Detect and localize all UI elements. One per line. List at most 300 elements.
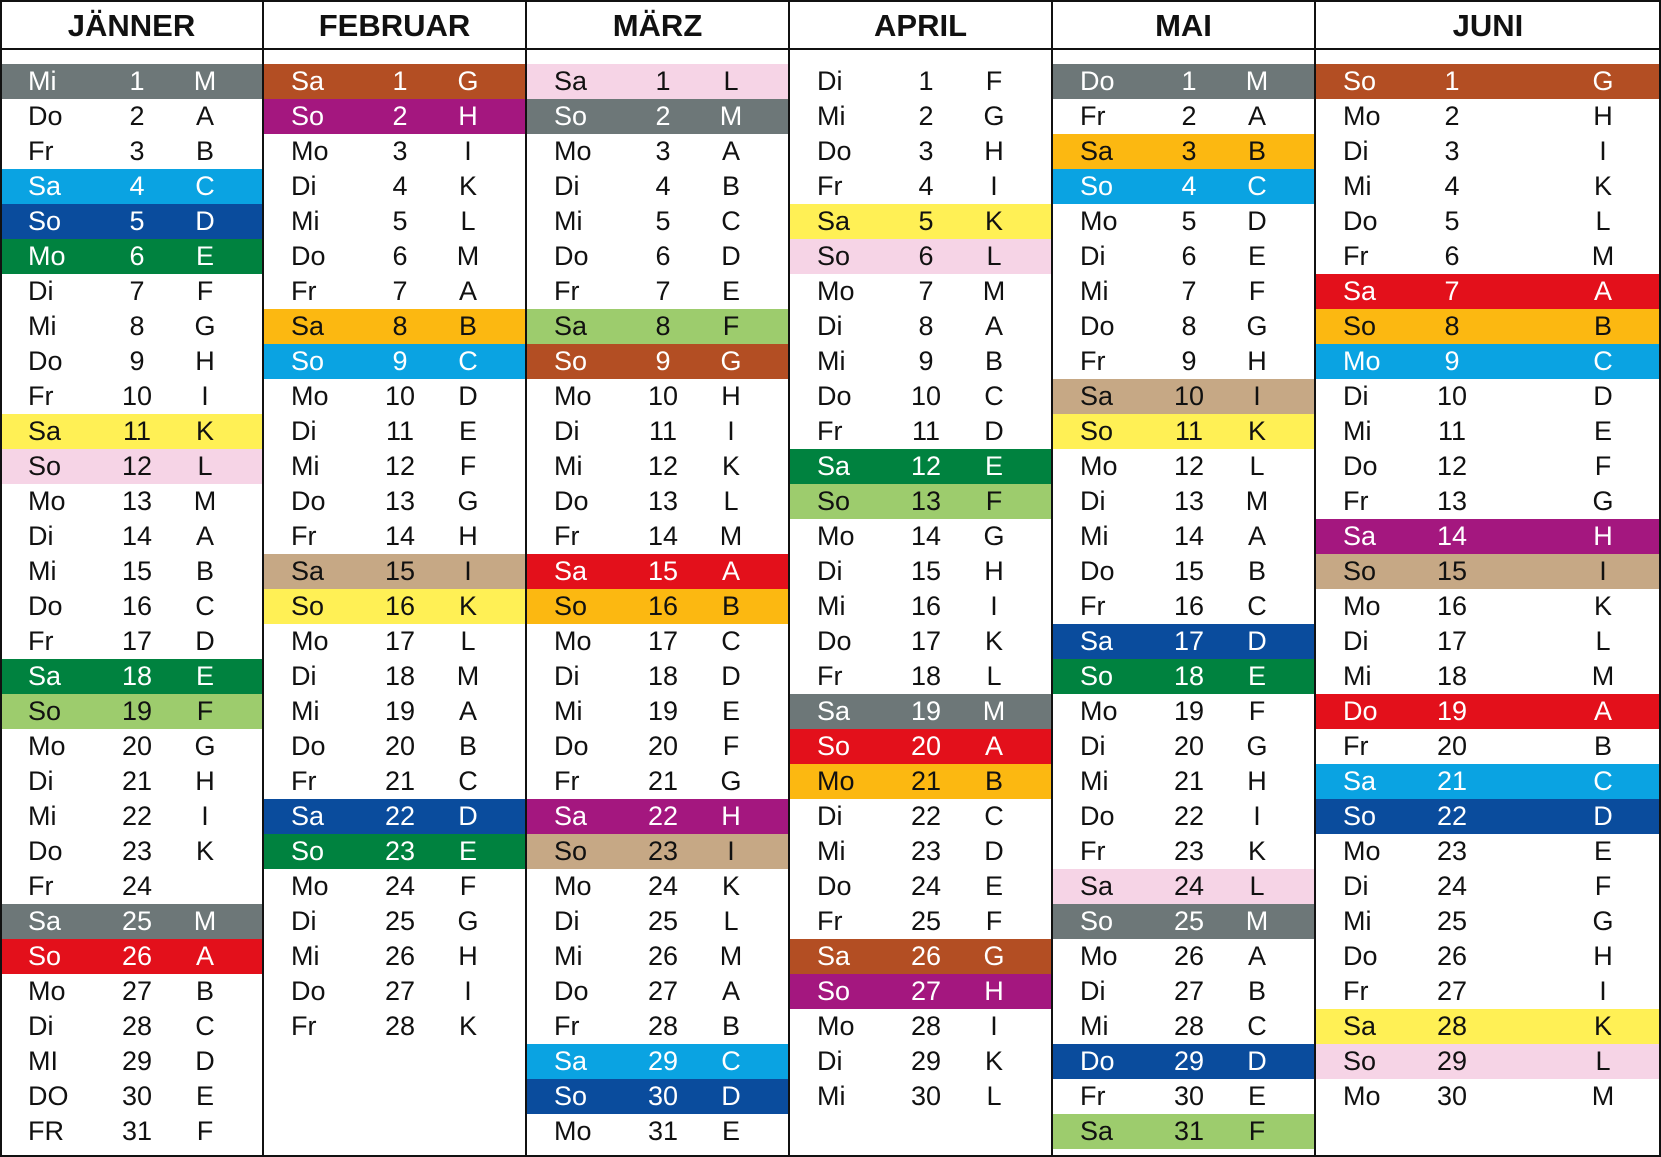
day-letter: C (195, 1011, 215, 1041)
day-row (263, 799, 526, 834)
weekday-label: Fr (554, 276, 580, 306)
day-letter: D (984, 416, 1004, 446)
day-row (789, 904, 1052, 939)
day-row (1315, 519, 1661, 554)
day-row (0, 1079, 263, 1114)
weekday-label: Sa (554, 66, 588, 96)
day-number: 11 (385, 416, 415, 446)
day-number: 10 (647, 381, 679, 411)
day-row (1052, 974, 1315, 1009)
day-letter: G (1592, 66, 1614, 96)
day-letter: M (456, 661, 480, 691)
day-number: 4 (1444, 171, 1460, 201)
day-row (789, 169, 1052, 204)
day-number: 16 (910, 591, 942, 621)
day-number: 11 (1174, 416, 1204, 446)
day-number: 11 (122, 416, 152, 446)
weekday-label: Di (554, 416, 580, 446)
weekday-label: Mi (817, 101, 846, 131)
day-letter: H (1593, 941, 1613, 971)
month-column (0, 0, 263, 1157)
weekday-label: So (554, 101, 588, 131)
day-number: 6 (129, 241, 145, 271)
day-letter: E (1593, 416, 1612, 446)
day-letter: M (719, 521, 743, 551)
month-header: FEBRUAR (263, 0, 526, 50)
day-row (0, 624, 263, 659)
day-row (263, 974, 526, 1009)
weekday-label: Mo (554, 871, 592, 901)
month-header: MAI (1052, 0, 1315, 50)
weekday-label: Do (817, 626, 852, 656)
day-row (1052, 204, 1315, 239)
day-row (263, 64, 526, 99)
weekday-label: Sa (28, 171, 62, 201)
day-number: 7 (129, 276, 145, 306)
day-letter: F (1248, 696, 1266, 726)
day-number: 16 (1436, 591, 1468, 621)
day-letter: F (459, 451, 477, 481)
day-number: 1 (1444, 66, 1460, 96)
day-number: 17 (910, 626, 942, 656)
day-number: 19 (384, 696, 416, 726)
day-number: 28 (1436, 1011, 1468, 1041)
day-number: 4 (918, 171, 934, 201)
day-number: 12 (384, 451, 416, 481)
day-row (1315, 834, 1661, 869)
weekday-label: So (28, 696, 62, 726)
weekday-label: So (1343, 311, 1377, 341)
day-number: 22 (1436, 801, 1468, 831)
weekday-label: Fr (291, 521, 317, 551)
weekday-label: So (291, 836, 325, 866)
day-row (1315, 1044, 1661, 1079)
day-letter: K (721, 451, 740, 481)
day-number: 8 (1444, 311, 1460, 341)
day-letter: I (1253, 381, 1261, 411)
weekday-label: Do (1080, 1046, 1115, 1076)
day-row (789, 414, 1052, 449)
weekday-label: Sa (291, 311, 325, 341)
day-number: 26 (1436, 941, 1468, 971)
day-row (0, 414, 263, 449)
day-row (0, 99, 263, 134)
weekday-label: Mo (817, 766, 855, 796)
day-letter: F (985, 66, 1003, 96)
weekday-label: Mo (1080, 941, 1118, 971)
weekday-label: Sa (1080, 871, 1114, 901)
day-letter: K (721, 871, 740, 901)
day-row (789, 99, 1052, 134)
column-divider (1051, 0, 1053, 1157)
day-number: 28 (384, 1011, 416, 1041)
weekday-label: Fr (554, 521, 580, 551)
weekday-label: Fr (1343, 976, 1369, 1006)
weekday-label: Fr (1343, 731, 1369, 761)
day-letter: M (982, 696, 1006, 726)
weekday-label: Sa (28, 906, 62, 936)
day-letter: L (723, 486, 739, 516)
day-row (1315, 659, 1661, 694)
day-letter: I (464, 556, 472, 586)
weekday-label: Di (817, 311, 843, 341)
day-letter: B (195, 556, 214, 586)
day-letter: K (458, 591, 477, 621)
day-row (526, 1114, 789, 1149)
weekday-label: Di (291, 906, 317, 936)
day-row (526, 799, 789, 834)
day-row (0, 344, 263, 379)
day-letter: M (1245, 66, 1269, 96)
day-row (0, 764, 263, 799)
day-number: 27 (910, 976, 942, 1006)
day-row (1052, 799, 1315, 834)
day-letter: C (1593, 346, 1613, 376)
day-letter: B (721, 171, 740, 201)
day-row (1052, 589, 1315, 624)
day-letter: A (1247, 521, 1266, 551)
day-row (263, 764, 526, 799)
day-row (789, 64, 1052, 99)
day-letter: H (984, 556, 1004, 586)
weekday-label: Mi (817, 836, 846, 866)
day-number: 22 (384, 801, 416, 831)
column-divider (525, 0, 527, 1157)
weekday-label: Fr (1080, 101, 1106, 131)
day-number: 14 (384, 521, 416, 551)
weekday-label: Do (28, 346, 63, 376)
day-row (263, 169, 526, 204)
day-letter: C (195, 171, 215, 201)
day-row (263, 554, 526, 589)
weekday-label: Mo (1343, 346, 1381, 376)
day-number: 7 (655, 276, 671, 306)
day-row (0, 1044, 263, 1079)
day-number: 21 (384, 766, 416, 796)
day-letter: M (193, 66, 217, 96)
day-number: 13 (647, 486, 679, 516)
weekday-label: Sa (554, 801, 588, 831)
day-number: 5 (1444, 206, 1460, 236)
weekday-label: Mo (28, 241, 66, 271)
day-number: 14 (910, 521, 942, 551)
day-row (0, 974, 263, 1009)
weekday-label: Di (28, 521, 54, 551)
day-row (0, 309, 263, 344)
weekday-label: Sa (291, 66, 325, 96)
weekday-label: Di (1080, 486, 1106, 516)
day-row (1315, 344, 1661, 379)
day-row (1052, 64, 1315, 99)
weekday-label: Do (554, 241, 589, 271)
day-row (1315, 554, 1661, 589)
day-letter: D (984, 836, 1004, 866)
day-letter: E (1247, 241, 1266, 271)
weekday-label: Mo (1080, 696, 1118, 726)
day-row (1315, 1079, 1661, 1114)
day-row (0, 204, 263, 239)
day-row (1052, 904, 1315, 939)
day-row (263, 694, 526, 729)
day-number: 19 (910, 696, 942, 726)
day-row (1315, 449, 1661, 484)
weekday-label: Mi (817, 346, 846, 376)
day-row (1315, 624, 1661, 659)
weekday-label: Mi (817, 591, 846, 621)
day-letter: B (1247, 136, 1266, 166)
weekday-label: Fr (817, 416, 843, 446)
day-letter: G (720, 766, 742, 796)
day-letter: A (984, 311, 1003, 341)
day-letter: L (460, 206, 476, 236)
day-row (789, 624, 1052, 659)
column-divider (788, 0, 790, 1157)
day-number: 22 (1173, 801, 1205, 831)
day-letter: A (1593, 696, 1612, 726)
day-number: 4 (655, 171, 671, 201)
weekday-label: Fr (28, 136, 54, 166)
day-number: 20 (1173, 731, 1205, 761)
day-row (1315, 729, 1661, 764)
weekday-label: Di (291, 661, 317, 691)
day-letter: A (458, 696, 477, 726)
day-letter: B (984, 766, 1003, 796)
day-row (263, 379, 526, 414)
day-row (263, 309, 526, 344)
weekday-label: Fr (1080, 591, 1106, 621)
day-number: 15 (384, 556, 416, 586)
day-letter: D (1247, 626, 1267, 656)
weekday-label: So (1080, 661, 1114, 691)
day-row (526, 659, 789, 694)
day-number: 17 (121, 626, 153, 656)
day-row (1052, 869, 1315, 904)
day-number: 9 (918, 346, 934, 376)
weekday-label: Sa (28, 661, 62, 691)
day-number: 9 (1444, 346, 1460, 376)
weekday-label: Fr (817, 906, 843, 936)
weekday-label: Do (291, 731, 326, 761)
day-letter: L (1595, 626, 1611, 656)
weekday-label: Di (817, 556, 843, 586)
day-number: 10 (1173, 381, 1205, 411)
weekday-label: Mo (554, 1116, 592, 1146)
weekday-label: Mi (1080, 276, 1109, 306)
weekday-label: Di (1343, 871, 1369, 901)
day-number: 12 (121, 451, 153, 481)
day-number: 11 (648, 416, 678, 446)
day-row (1052, 169, 1315, 204)
day-letter: E (721, 1116, 740, 1146)
day-row (1052, 274, 1315, 309)
day-number: 20 (910, 731, 942, 761)
day-letter: I (201, 381, 209, 411)
day-number: 20 (384, 731, 416, 761)
day-row (263, 239, 526, 274)
day-number: 1 (129, 66, 145, 96)
day-row (789, 939, 1052, 974)
weekday-label: Di (28, 1011, 54, 1041)
day-letter: L (1249, 451, 1265, 481)
day-letter: D (1247, 206, 1267, 236)
day-letter: I (1599, 136, 1607, 166)
day-row (1315, 869, 1661, 904)
weekday-label: Mi (28, 66, 57, 96)
weekday-label: Mi (1080, 521, 1109, 551)
day-number: 23 (384, 836, 416, 866)
day-row (1052, 379, 1315, 414)
day-row (1052, 99, 1315, 134)
day-letter: E (1593, 836, 1612, 866)
weekday-label: Di (554, 661, 580, 691)
weekday-label: So (291, 101, 325, 131)
day-number: 31 (647, 1116, 679, 1146)
day-row (526, 729, 789, 764)
weekday-label: Mi (1343, 416, 1372, 446)
day-number: 13 (121, 486, 153, 516)
day-row (1052, 624, 1315, 659)
month-header: APRIL (789, 0, 1052, 50)
day-letter: G (983, 941, 1005, 971)
weekday-label: So (1343, 1046, 1377, 1076)
day-number: 9 (129, 346, 145, 376)
day-row (1052, 554, 1315, 589)
day-number: 17 (647, 626, 679, 656)
day-row (1052, 834, 1315, 869)
day-number: 8 (129, 311, 145, 341)
day-row (0, 904, 263, 939)
day-row (263, 729, 526, 764)
weekday-label: Do (817, 871, 852, 901)
day-letter: A (195, 521, 214, 551)
day-row (1315, 414, 1661, 449)
day-number: 30 (647, 1081, 679, 1111)
weekday-label: Fr (554, 766, 580, 796)
day-number: 26 (1173, 941, 1205, 971)
day-row (1052, 414, 1315, 449)
day-letter: L (723, 66, 739, 96)
day-number: 15 (1173, 556, 1205, 586)
month-header: JÄNNER (0, 0, 263, 50)
day-row (1052, 764, 1315, 799)
day-row (789, 589, 1052, 624)
weekday-label: Do (28, 101, 63, 131)
day-letter: D (1593, 381, 1613, 411)
day-number: 22 (121, 801, 153, 831)
weekday-label: Do (28, 591, 63, 621)
day-letter: G (1592, 486, 1614, 516)
day-number: 9 (655, 346, 671, 376)
day-number: 18 (647, 661, 679, 691)
day-row (263, 519, 526, 554)
weekday-label: So (1343, 801, 1377, 831)
day-letter: H (195, 346, 215, 376)
day-row (1052, 344, 1315, 379)
day-letter: B (721, 591, 740, 621)
day-number: 10 (1436, 381, 1468, 411)
day-number: 10 (121, 381, 153, 411)
day-number: 5 (918, 206, 934, 236)
day-number: 31 (1173, 1116, 1205, 1146)
day-row (789, 274, 1052, 309)
day-row (526, 939, 789, 974)
day-row (526, 624, 789, 659)
day-number: 16 (384, 591, 416, 621)
day-number: 8 (655, 311, 671, 341)
weekday-label: Mi (291, 206, 320, 236)
weekday-label: Mi (28, 801, 57, 831)
day-letter: E (984, 871, 1003, 901)
day-letter: G (194, 311, 216, 341)
day-row (526, 274, 789, 309)
day-row (526, 484, 789, 519)
day-letter: L (986, 1081, 1002, 1111)
weekday-label: Sa (1080, 136, 1114, 166)
weekday-label: Mo (1080, 451, 1118, 481)
day-number: 20 (121, 731, 153, 761)
day-letter: G (457, 906, 479, 936)
day-letter: C (1247, 171, 1267, 201)
day-letter: D (458, 801, 478, 831)
weekday-label: Sa (817, 206, 851, 236)
day-letter: A (984, 731, 1003, 761)
day-number: 6 (1444, 241, 1460, 271)
weekday-label: Do (554, 731, 589, 761)
day-number: 26 (384, 941, 416, 971)
day-number: 21 (121, 766, 153, 796)
weekday-label: Mi (1080, 766, 1109, 796)
weekday-label: Mo (1343, 1081, 1381, 1111)
day-number: 28 (1173, 1011, 1205, 1041)
weekday-label: Di (554, 906, 580, 936)
day-row (1315, 169, 1661, 204)
day-letter: L (1595, 206, 1611, 236)
day-number: 13 (1173, 486, 1205, 516)
day-letter: K (984, 206, 1003, 236)
day-row (789, 379, 1052, 414)
day-letter: K (1593, 171, 1612, 201)
weekday-label: So (28, 941, 62, 971)
weekday-label: Sa (554, 556, 588, 586)
weekday-label: So (1343, 556, 1377, 586)
day-letter: H (984, 976, 1004, 1006)
day-row (1315, 239, 1661, 274)
day-letter: M (456, 241, 480, 271)
day-letter: D (195, 206, 215, 236)
day-letter: M (719, 941, 743, 971)
weekday-label: FR (28, 1116, 64, 1146)
day-letter: M (719, 101, 743, 131)
day-letter: C (1247, 591, 1267, 621)
day-row (526, 974, 789, 1009)
day-number: 8 (1181, 311, 1197, 341)
day-letter: D (458, 381, 478, 411)
day-letter: F (985, 906, 1003, 936)
day-letter: K (1247, 416, 1266, 446)
day-letter: I (990, 1011, 998, 1041)
day-row (789, 729, 1052, 764)
day-number: 19 (647, 696, 679, 726)
day-row (0, 64, 263, 99)
day-number: 24 (910, 871, 942, 901)
day-letter: F (196, 1116, 214, 1146)
day-row (1315, 484, 1661, 519)
weekday-label: So (554, 591, 588, 621)
weekday-label: Mi (817, 1081, 846, 1111)
weekday-label: Do (1343, 451, 1378, 481)
weekday-label: Do (1080, 66, 1115, 96)
weekday-label: Fr (554, 1011, 580, 1041)
